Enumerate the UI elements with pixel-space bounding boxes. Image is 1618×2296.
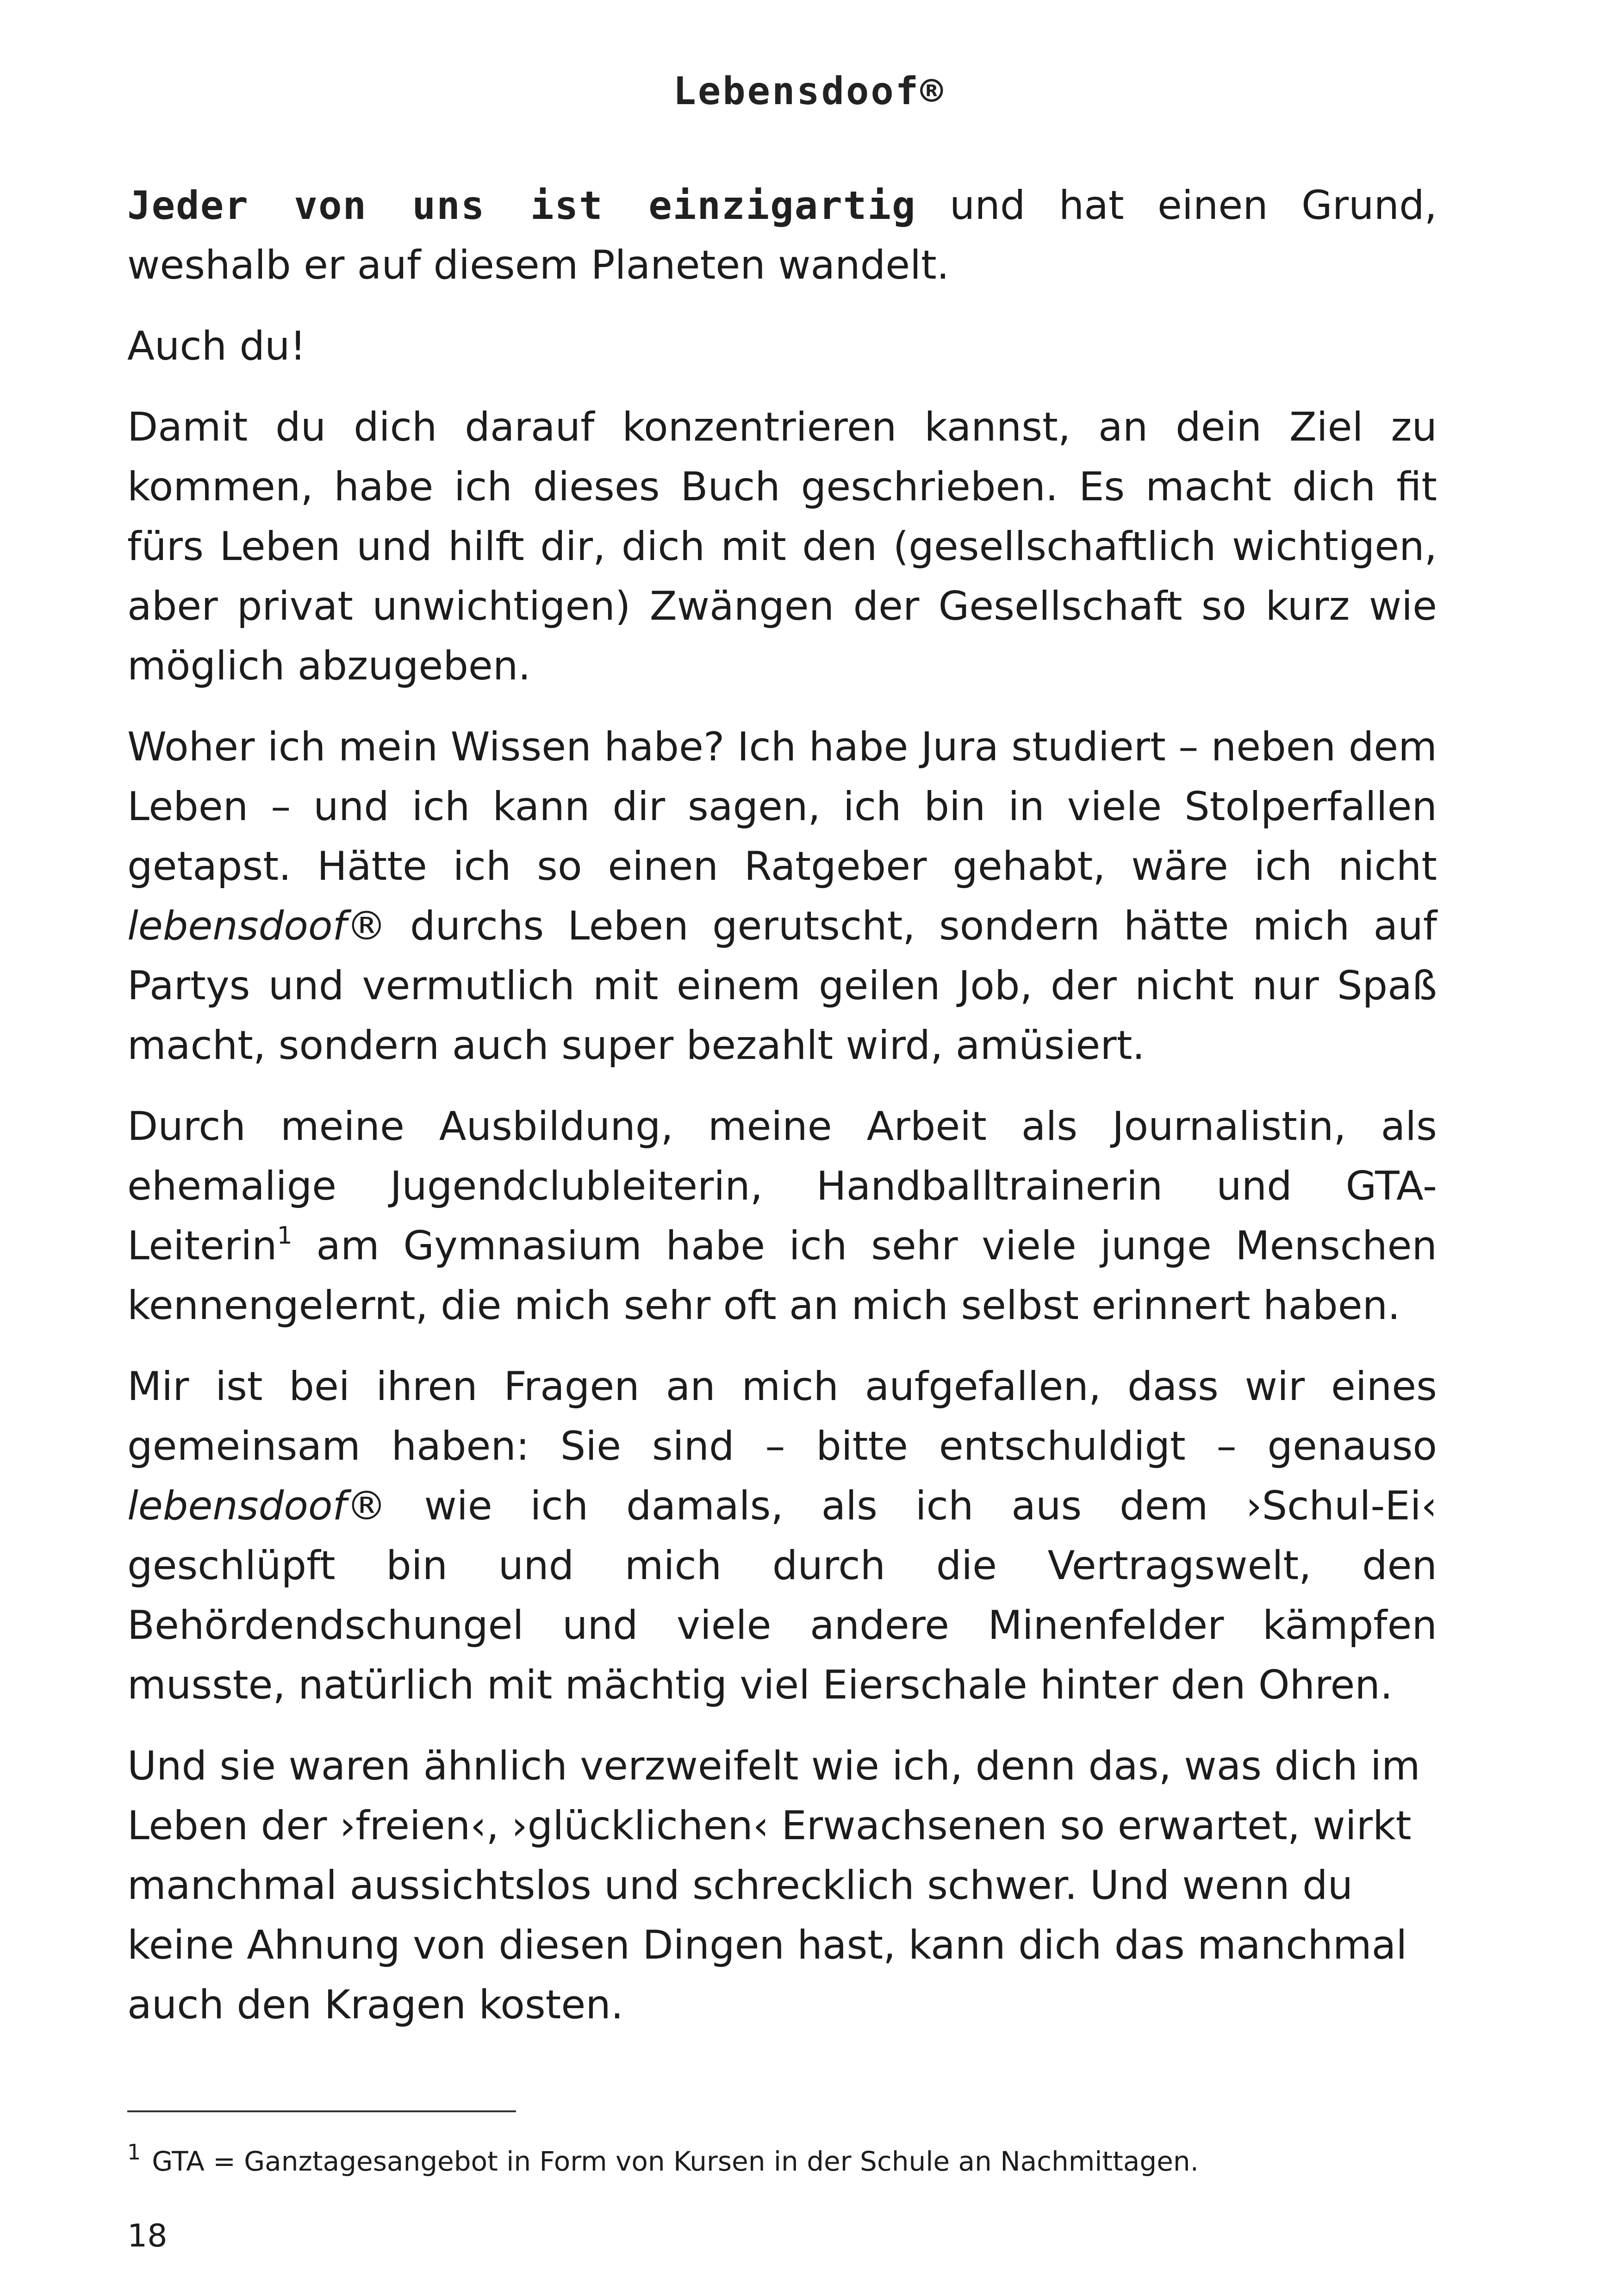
registered-mark: ® [346,1483,386,1529]
handwritten-lead: Jeder von uns ist einzigartig [127,183,916,228]
paragraph-auch-du: Auch du! [127,323,306,369]
paragraph-wissen-part-a: Woher ich mein Wissen habe? Ich habe Jura studiert – neben dem Leben – und ich kann dir sagen, ich bin in viele Stolperfallen getapst. Hätte ich so einen Ratgeber gehabt, wäre ich nicht [127,724,1437,890]
paragraph-ausbildung-part-b: am Gymnasium habe ich sehr viele junge Menschen kennengelernt, die mich sehr oft an mich selbst erinnert haben. [127,1223,1437,1329]
paragraph-ziel: Damit du dich darauf konzentrieren kannst, an dein Ziel zu kommen, habe ich dieses Buch geschrieben. Es macht dich fit fürs Leben und hilft dir, dich mit den (gesellschaftlich wichtigen, aber privat unwichtigen) Zwängen der Gesellschaft so kurz wie möglich abzugeben. [127,404,1437,689]
paragraph-ausbildung-part-a: Durch meine Ausbildung, meine Arbeit als Journalistin, als ehemalige Jugendclubleiterin, Handballtrainerin und GTA-Leiterin [127,1103,1437,1269]
footnote-text: GTA = Ganztagesangebot in Form von Kursen in der Schule an Nachmittagen. [152,2146,1199,2177]
term-lebensdoof: lebensdoof [127,1483,347,1529]
paragraph-intro-rest: und hat einen Grund, weshalb er auf diesem Planeten wandelt. [127,182,1437,288]
running-header: Lebensdoof® [673,69,945,113]
paragraph-verzweifelt: Und sie waren ähnlich verzweifelt wie ich, denn das, was dich im Leben der ›freien‹, ›glücklichen‹ Erwachsenen so erwartet, wirkt manchmal aussichtslos und schrecklich schwer. Und wenn du keine Ahnung von diesen Dingen hast, kann dich das manchmal auch den Kragen kosten. [127,1743,1420,2028]
footnote [127,2140,1437,2180]
paragraph-fragen-part-b: wie ich damals, als ich aus dem ›Schul-Ei‹ geschlüpft bin und mich durch die Vertragswelt, den Behördendschungel und viele andere Minenfelder kämpfen musste, natürlich mit mächtig viel Eierschale hinter den Ohren. [127,1483,1437,1708]
footnote-divider [127,2110,516,2112]
paragraph-wissen-part-b: durchs Leben gerutscht, sondern hätte mich auf Partys und vermutlich mit einem geilen Job, der nicht nur Spaß macht, sondern auch super bezahlt wird, amüsiert. [127,903,1437,1069]
body-text [127,176,1437,2056]
term-lebensdoof: lebensdoof [127,903,347,949]
registered-mark: ® [346,903,386,949]
paragraph-wissen [127,717,1437,1076]
paragraph-ausbildung [127,1097,1437,1336]
footnote-marker: 1 [127,2140,141,2165]
footnote-reference[interactable]: 1 [277,1222,292,1250]
paragraph-fragen-part-a: Mir ist bei ihren Fragen an mich aufgefallen, dass wir eines gemeinsam haben: Sie sind – bitte entschuldigt – genauso [127,1363,1437,1469]
paragraph-intro [127,176,1437,295]
page-number: 18 [127,2218,168,2254]
paragraph-fragen [127,1357,1437,1715]
